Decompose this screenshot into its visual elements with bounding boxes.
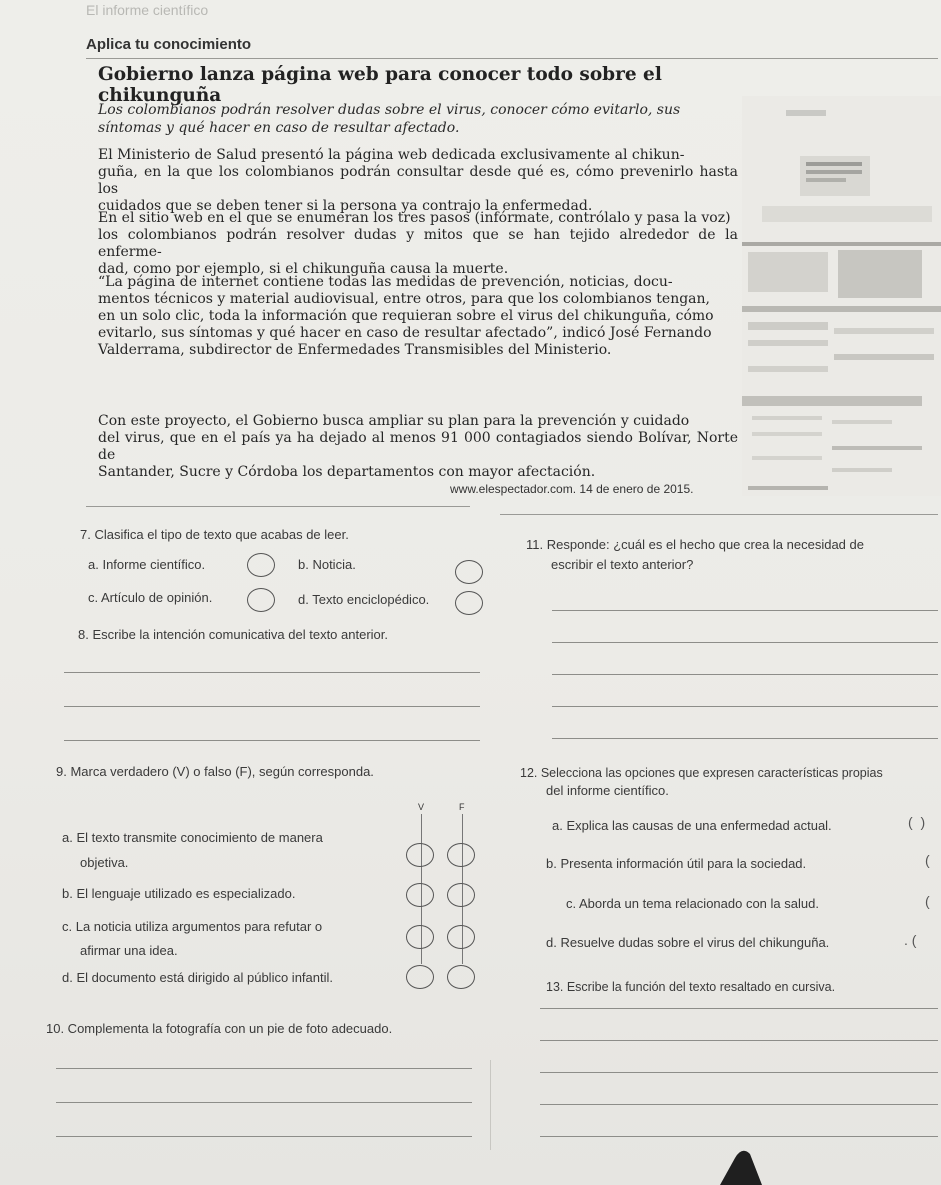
q11-answer-line-3[interactable] — [552, 674, 938, 675]
q11-answer-line-5[interactable] — [552, 738, 938, 739]
q12-option-c-label: c. Aborda un tema relacionado con la salud. — [566, 896, 819, 911]
q9-item-d-false[interactable] — [447, 965, 475, 989]
q7-option-c-label: c. Artículo de opinión. — [88, 590, 213, 605]
q9-v-header: V — [418, 802, 425, 812]
article-lead: Los colombianos podrán resolver dudas sobre el virus, conocer cómo evitarlo, sus síntomas y qué hacer en caso de resultar afectado. — [98, 102, 681, 136]
article-source: www.elespectador.com. 14 de enero de 2015. — [450, 482, 694, 496]
paragraph-line: Valderrama, subdirector de Enfermedades Transmisibles del Ministerio. — [98, 342, 612, 358]
q12-option-a-label: a. Explica las causas de una enfermedad actual. — [552, 818, 832, 833]
q12-prompt-line-1: 12. Selecciona las opciones que expresen características propias — [520, 766, 883, 780]
q9-prompt: 9. Marca verdadero (V) o falso (F), según corresponda. — [56, 764, 374, 779]
q10-answer-line-2[interactable] — [56, 1102, 472, 1103]
q12-option-a-checkbox[interactable]: ( ) — [908, 814, 926, 830]
article-headline: Gobierno lanza página web para conocer todo sobre el chikunguña — [98, 64, 662, 106]
q12-option-d-label: d. Resuelve dudas sobre el virus del chikunguña. — [546, 935, 830, 950]
q12-option-d-checkbox[interactable]: . ( — [904, 932, 917, 948]
q13-answer-line-1[interactable] — [540, 1008, 938, 1009]
paragraph-line: guña, en la que los colombianos podrán consultar desde qué es, cómo prevenirlo hasta los — [98, 164, 738, 197]
q12-option-b-checkbox[interactable]: ( — [925, 852, 930, 868]
q7-option-a-circle[interactable] — [247, 553, 275, 577]
q9-item-d-label: d. El documento está dirigido al público infantil. — [62, 970, 333, 985]
paragraph-line: Con este proyecto, el Gobierno busca ampliar su plan para la prevención y cuidado — [98, 413, 690, 429]
q9-item-c-true[interactable] — [406, 925, 434, 949]
section-title: Aplica tu conocimiento — [86, 36, 252, 53]
paragraph-line: “La página de internet contiene todas las medidas de prevención, noticias, docu- — [98, 274, 673, 290]
paragraph-line: del virus, que en el país ya ha dejado al menos 91 000 contagiados siendo Bolívar, Norte de — [98, 430, 738, 463]
q9-item-a-true[interactable] — [406, 843, 434, 867]
q11-answer-line-4[interactable] — [552, 706, 938, 707]
q7-option-b-circle[interactable] — [455, 560, 483, 584]
q13-answer-line-3[interactable] — [540, 1072, 938, 1073]
article-bottom-rule-left — [86, 506, 470, 507]
q11-prompt-line-2: escribir el texto anterior? — [551, 557, 694, 572]
q7-option-b-label: b. Noticia. — [298, 557, 356, 572]
q7-option-d-circle[interactable] — [455, 591, 483, 615]
q9-item-c-label-1: c. La noticia utiliza argumentos para refutar o — [62, 919, 323, 934]
q7-prompt: 7. Clasifica el tipo de texto que acabas de leer. — [80, 527, 349, 542]
q9-f-header: F — [459, 802, 465, 812]
article-paragraph-4 — [98, 413, 738, 481]
paragraph-line: El Ministerio de Salud presentó la página web dedicada exclusivamente al chikun- — [98, 147, 685, 163]
article-paragraph-1 — [98, 147, 738, 215]
paragraph-line: dad, como por ejemplo, si el chikunguña causa la muerte. — [98, 261, 509, 277]
q13-answer-line-5[interactable] — [540, 1136, 938, 1137]
q9-item-a-label-2: objetiva. — [80, 855, 129, 870]
paragraph-line: evitarlo, sus síntomas y qué hacer en caso de resultar afectado”, indicó José Fernando — [98, 325, 712, 341]
q11-answer-line-2[interactable] — [552, 642, 938, 643]
q9-item-c-false[interactable] — [447, 925, 475, 949]
q10-answer-line-1[interactable] — [56, 1068, 472, 1069]
article-paragraph-2 — [98, 210, 738, 278]
q7-option-d-label: d. Texto enciclopédico. — [298, 592, 430, 607]
article-top-rule — [86, 58, 938, 59]
paragraph-line: En el sitio web en el que se enumeran los tres pasos (infórmate, contrólalo y pasa la voz) — [98, 210, 731, 226]
q8-answer-line-2[interactable] — [64, 706, 480, 707]
article-bottom-rule-right — [500, 514, 938, 515]
q11-answer-line-1[interactable] — [552, 610, 938, 611]
q9-item-a-label-1: a. El texto transmite conocimiento de manera — [62, 830, 323, 845]
q9-item-b-true[interactable] — [406, 883, 434, 907]
q9-item-d-true[interactable] — [406, 965, 434, 989]
q8-prompt: 8. Escribe la intención comunicativa del texto anterior. — [78, 627, 389, 642]
paragraph-line: Santander, Sucre y Córdoba los departamentos con mayor afectación. — [98, 464, 596, 480]
q8-answer-line-1[interactable] — [64, 672, 480, 673]
faded-top-title: El informe científico — [86, 2, 209, 18]
q10-answer-line-3[interactable] — [56, 1136, 472, 1137]
q12-prompt-line-2: del informe científico. — [546, 783, 669, 798]
q12-option-b-label: b. Presenta información útil para la sociedad. — [546, 856, 807, 871]
q13-answer-line-2[interactable] — [540, 1040, 938, 1041]
q9-item-a-false[interactable] — [447, 843, 475, 867]
q8-answer-line-3[interactable] — [64, 740, 480, 741]
q9-item-b-false[interactable] — [447, 883, 475, 907]
paragraph-line: en un solo clic, toda la información que requieran sobre el virus del chikunguña, cómo — [98, 308, 714, 324]
q13-answer-line-4[interactable] — [540, 1104, 938, 1105]
website-screenshot-photo — [742, 96, 941, 496]
q9-item-b-label: b. El lenguaje utilizado es especializado. — [62, 886, 296, 901]
page-fold-shadow — [490, 1060, 491, 1150]
q7-option-c-circle[interactable] — [247, 588, 275, 612]
q10-prompt: 10. Complementa la fotografía con un pie de foto adecuado. — [46, 1021, 393, 1036]
paragraph-line: cuidados que se deben tener si la persona ya contrajo la enfermedad. — [98, 198, 593, 214]
q12-option-c-checkbox[interactable]: ( — [925, 893, 930, 909]
article-paragraph-3 — [98, 274, 738, 359]
q7-option-a-label: a. Informe científico. — [88, 557, 206, 572]
paragraph-line: los colombianos podrán resolver dudas y mitos que se han tejido alrededor de la enferme- — [98, 227, 738, 260]
paragraph-line: mentos técnicos y material audiovisual, entre otros, para que los colombianos tengan, — [98, 291, 710, 307]
q13-prompt: 13. Escribe la función del texto resaltado en cursiva. — [546, 980, 836, 994]
q9-item-c-label-2: afirmar una idea. — [80, 943, 178, 958]
q11-prompt-line-1: 11. Responde: ¿cuál es el hecho que crea la necesidad de — [526, 537, 864, 552]
pencil-shadow — [700, 1140, 790, 1185]
